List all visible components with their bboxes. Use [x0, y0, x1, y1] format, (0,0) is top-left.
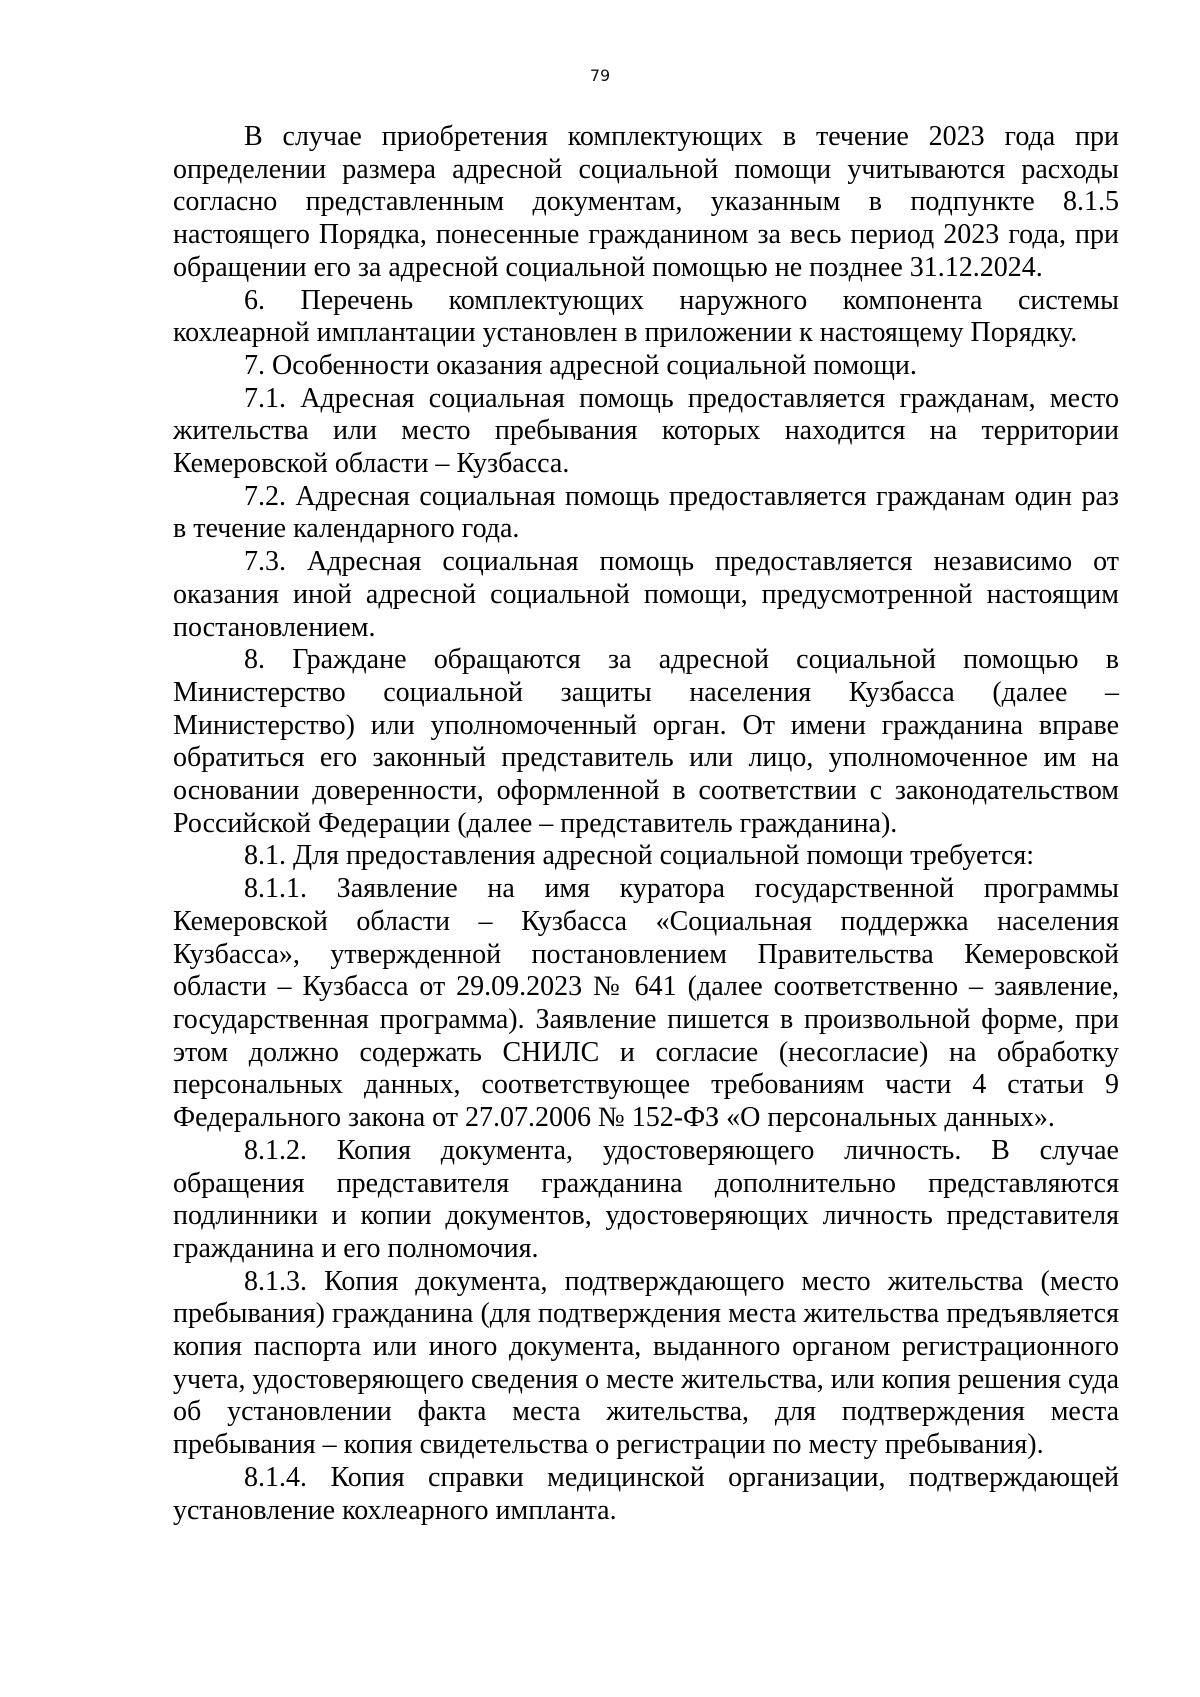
- paragraph-6-components-list: 6. Перечень комплектующих наружного компонента системы кохлеарной имплантации установлен в приложении к настоящему Порядку.: [173, 284, 1119, 349]
- paragraph-8-1: 8.1. Для предоставления адресной социальной помощи требуется:: [244, 840, 1035, 872]
- paragraph-8: 8. Граждане обращаются за адресной социальной помощью в Министерство социальной защиты населения Кузбасса (далее – Министерство) или уполномоченный орган. От имени гражданина вправе обратиться его законный представитель или лицо, уполномоченное им на основании доверенности, оформленной в соответствии с законодательством Российской Федерации (далее – представитель гражданина).: [173, 644, 1119, 839]
- paragraph-8-1-2: 8.1.2. Копия документа, удостоверяющего личность. В случае обращения представителя гражданина дополнительно представляются подлинники и копии документов, удостоверяющих личность представителя гражданина и его полномочия.: [173, 1134, 1119, 1264]
- page-number: 79: [589, 66, 611, 85]
- paragraph-8-1-1: 8.1.1. Заявление на имя куратора государственной программы Кемеровской области – Кузбасса «Социальная поддержка населения Кузбасса», утвержденной постановлением Правительства Кемеровской области – Кузбасса от 29.09.2023 № 641 (далее соответственно – заявление, государственная программа). Заявление пишется в произвольной форме, при этом должно содержать СНИЛС и согласие (несогласие) на обработку персональных данных, соответствующее требованиям части 4 статьи 9 Федерального закона от 27.07.2006 № 152-ФЗ «О персональных данных».: [173, 873, 1119, 1134]
- document-body: [173, 121, 1119, 1527]
- paragraph-8-1-3: 8.1.3. Копия документа, подтверждающего место жительства (место пребывания) гражданина (для подтверждения места жительства предъявляется копия паспорта или иного документа, выданного органом регистрационного учета, удостоверяющего сведения о месте жительства, или копия решения суда об установлении факта места жительства, для подтверждения места пребывания – копия свидетельства о регистрации по месту пребывания).: [173, 1265, 1119, 1461]
- paragraph-7-2: 7.2. Адресная социальная помощь предоставляется гражданам один раз в течение календарного года.: [173, 480, 1119, 545]
- paragraph-7-heading: 7. Особенности оказания адресной социальной помощи.: [244, 349, 917, 381]
- paragraph-8-1-4: 8.1.4. Копия справки медицинской организации, подтверждающей установление кохлеарного импланта.: [173, 1461, 1119, 1526]
- paragraph-7-3: 7.3. Адресная социальная помощь предоставляется независимо от оказания иной адресной социальной помощи, предусмотренной настоящим постановлением.: [173, 546, 1119, 643]
- paragraph-purchase-2023: В случае приобретения комплектующих в течение 2023 года при определении размера адресной социальной помощи учитываются расходы согласно представленным документам, указанным в подпункте 8.1.5 настоящего Порядка, понесенные гражданином за весь период 2023 года, при обращении его за адресной социальной помощью не позднее 31.12.2024.: [173, 121, 1119, 283]
- paragraph-7-1: 7.1. Адресная социальная помощь предоставляется гражданам, место жительства или место пребывания которых находится на территории Кемеровской области – Кузбасса.: [173, 382, 1119, 480]
